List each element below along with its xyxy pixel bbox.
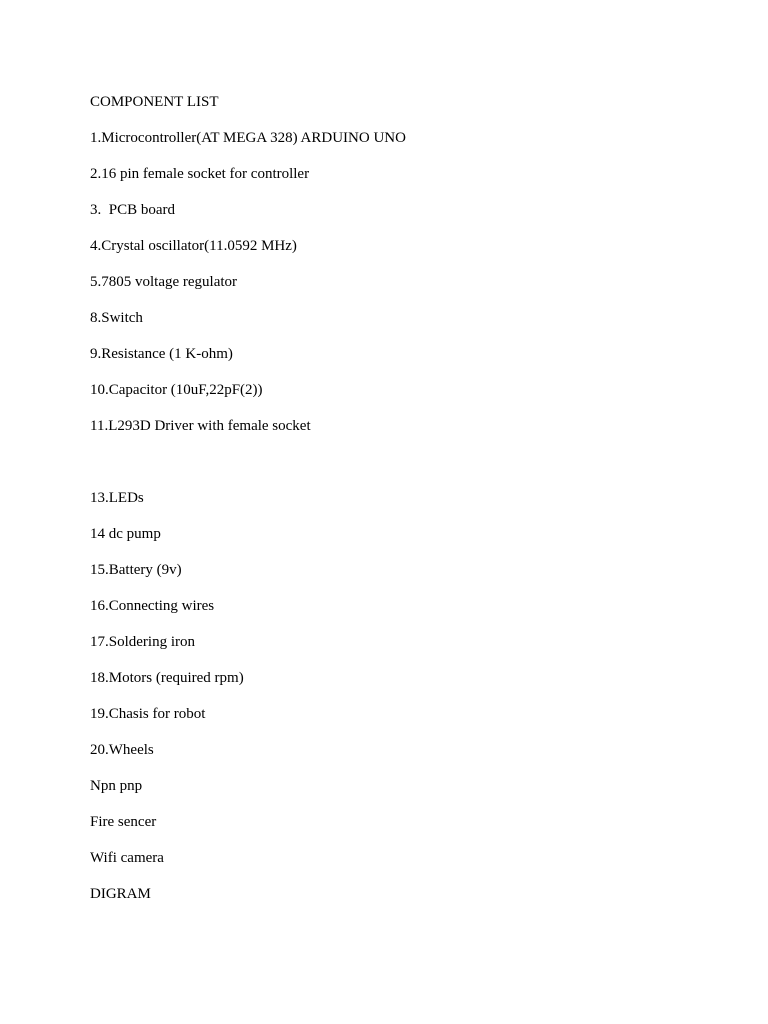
list-item: 4.Crystal oscillator(11.0592 MHz) (90, 238, 297, 254)
list-item: 1.Microcontroller(AT MEGA 328) ARDUINO UNO (90, 130, 406, 146)
diagram-heading: DIGRAM (90, 886, 151, 902)
list-item: 9.Resistance (1 K-ohm) (90, 346, 233, 362)
list-item: 16.Connecting wires (90, 598, 215, 614)
list-item: Wifi camera (90, 850, 164, 866)
blank-line (90, 452, 690, 472)
document-body (90, 92, 690, 920)
list-item: Npn pnp (90, 778, 143, 794)
list-item: 3. PCB board (90, 202, 176, 218)
list-item: 2.16 pin female socket for controller (90, 166, 310, 182)
list-item: 14 dc pump (90, 526, 161, 542)
list-item: Fire sencer (90, 814, 157, 830)
document-heading: COMPONENT LIST (90, 94, 219, 110)
list-item: 8.Switch (90, 310, 143, 326)
list-item: 10.Capacitor (10uF,22pF(2)) (90, 382, 263, 398)
list-item: 20.Wheels (90, 742, 154, 758)
list-item: 17.Soldering iron (90, 634, 195, 650)
list-item: 18.Motors (required rpm) (90, 670, 244, 686)
list-item: 5.7805 voltage regulator (90, 274, 238, 290)
list-item: 11.L293D Driver with female socket (90, 418, 311, 434)
list-item: 13.LEDs (90, 490, 144, 506)
list-item: 19.Chasis for robot (90, 706, 206, 722)
list-item: 15.Battery (9v) (90, 562, 182, 578)
